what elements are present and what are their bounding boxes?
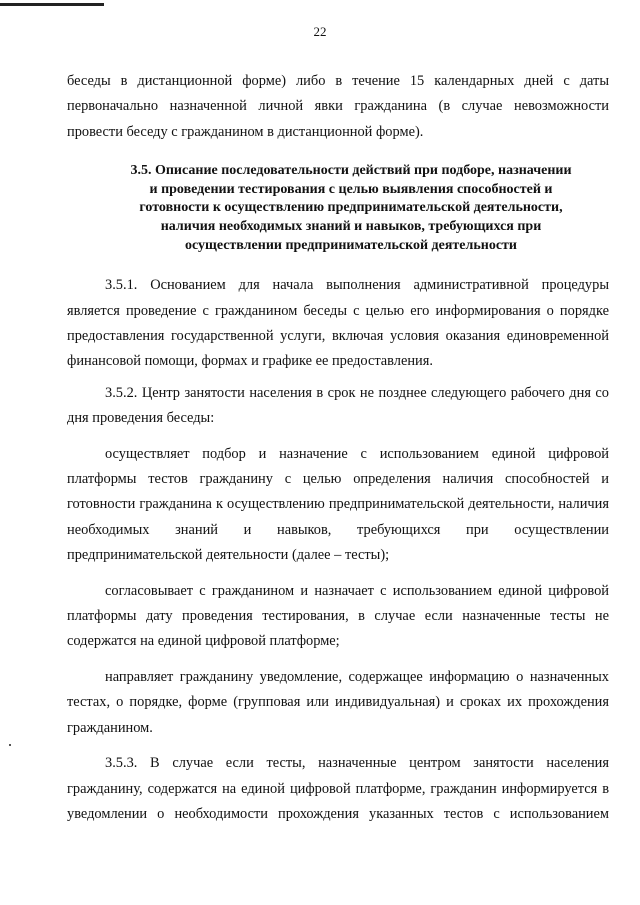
- paragraph-3-5-2: 3.5.2. Центр занятости населения в срок не позднее следующего рабочего дня со дня проведения беседы:: [67, 384, 609, 427]
- section-heading-line: осуществлении предпринимательской деятельности: [184, 237, 517, 253]
- section-heading-line: наличия необходимых знаний и навыков, требующихся при: [160, 219, 542, 234]
- section-heading: [67, 162, 609, 255]
- list-item: согласовывает с гражданином и назначает с использованием единой цифровой платформы дату проведения тестирования, в случае если назначенные тесты не содержатся на единой цифровой платформе;: [67, 582, 609, 650]
- scan-edge-mark: [0, 3, 104, 6]
- list-item: осуществляет подбор и назначение с использованием единой цифровой платформы тестов гражданину с целью определения наличия способностей и готовности гражданина к осуществлению предпринимательской деятельности, наличия необходимых знаний и навыков, требующихся при осуществлении предпринимательской деятельности (далее – тесты);: [67, 445, 609, 564]
- section-heading-line: 3.5. Описание последовательности действий при подборе, назначении: [130, 163, 572, 179]
- list-item: направляет гражданину уведомление, содержащее информацию о назначенных тестах, о порядке, форме (групповая или индивидуальная) и сроках их прохождения гражданином.: [67, 668, 609, 736]
- intro-paragraph: беседы в дистанционной форме) либо в течение 15 календарных дней с даты первоначально назначенной личной явки гражданина (в случае невозможности провести беседу с гражданином в дистанционной форме).: [67, 73, 609, 140]
- section-heading-line: и проведении тестирования с целью выявления способностей и: [149, 181, 553, 197]
- section-heading-line: готовности к осуществлению предпринимательской деятельности,: [139, 200, 563, 216]
- paragraph-3-5-1: 3.5.1. Основанием для начала выполнения административной процедуры является проведение с гражданином беседы с целью его информирования о порядке предоставления государственной услуги, включая условия оказания единовременной финансовой помощи, формах и графике ее предоставления.: [67, 277, 609, 370]
- document-body: [67, 69, 609, 827]
- page-number: 22: [313, 24, 327, 39]
- scan-speck: [9, 744, 11, 746]
- paragraph-3-5-3: 3.5.3. В случае если тесты, назначенные центром занятости населения гражданину, содержатся на единой цифровой платформе, гражданин информируется в уведомлении о необходимости прохождения указанных тестов с использованием: [67, 755, 609, 822]
